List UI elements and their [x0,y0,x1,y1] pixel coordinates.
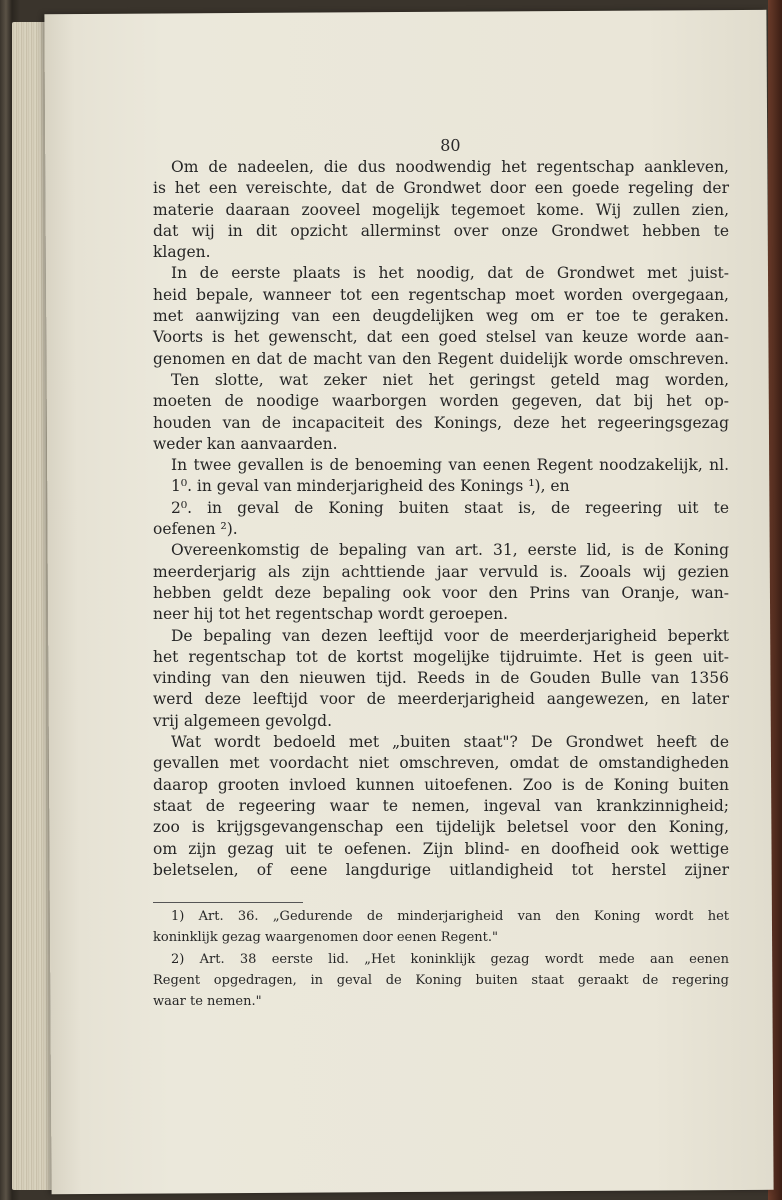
text-line: gevallen met voordacht niet omschreven, omdat de omstandigheden [153,754,729,773]
text-line: 1⁰. in geval van minderjarigheid des Konings ¹), en [171,477,570,496]
text-line: vrij algemeen gevolgd. [153,711,333,730]
footnotes [153,908,729,1014]
text-line: het regentschap tot de kortst mogelijke tijdruimte. Het is geen uit- [153,647,729,666]
text-line: Overeenkomstig de bepaling van art. 31, eerste lid, is de Koning [171,541,729,560]
text-line: is het een vereischte, dat de Grondwet door een goede regeling der [153,179,729,198]
footnote-line: 2) Art. 38 eerste lid. „Het koninklijk gezag wordt mede aan eenen [171,951,729,967]
text-line: 2⁰. in geval de Koning buiten staat is, de regeering uit te [171,498,729,517]
footnote-line: Regent opgedragen, in geval de Koning buiten staat geraakt de regering [153,972,729,988]
text-line: Voorts is het gewenscht, dat een goed stelsel van keuze worde aan- [153,328,729,347]
footnote-line: koninklijk gezag waargenomen door eenen Regent." [153,930,498,946]
text-line: materie daaraan zooveel mogelijk tegemoet kome. Wij zullen zien, [153,200,729,219]
text-line: meerderjarig als zijn achttiende jaar vervuld is. Zooals wij gezien [153,562,729,581]
text-line: beletselen, of eene langdurige uitlandigheid tot herstel zijner [153,860,729,879]
text-line: genomen en dat de macht van den Regent duidelijk worde omschreven. [153,349,729,368]
footnote-line: 1) Art. 36. „Gedurende de minderjarigheid van den Koning wordt het [171,909,729,924]
text-line: In de eerste plaats is het noodig, dat de Grondwet met juist- [171,264,729,283]
footnote-separator [153,902,303,903]
text-line: om zijn gezag uit te oefenen. Zijn blind- en doofheid ook wettige [153,839,729,858]
text-line: klagen. [153,243,211,262]
text-line: daarop grooten invloed kunnen uitoefenen. Zoo is de Koning buiten [153,775,729,794]
text-line: neer hij tot het regentschap wordt geroepen. [153,605,509,624]
text-line: dat wij in dit opzicht allerminst over onze Grondwet hebben te [153,221,729,240]
text-line: met aanwijzing van een deugdelijken weg om er toe te geraken. [153,307,729,326]
text-line: Om de nadeelen, die dus noodwendig het regentschap aankleven, [171,158,729,176]
main-text [153,157,729,881]
text-line: houden van de incapaciteit des Konings, deze het regeeringsgezag [153,413,729,432]
text-line: staat de regeering waar te nemen, ingeval van krankzinnigheid; [153,796,729,815]
text-line: hebben geldt deze bepaling ook voor den Prins van Oranje, wan- [153,583,729,602]
text-line: De bepaling van dezen leeftijd voor de meerderjarigheid beperkt [171,626,729,645]
page-number: 80 [440,135,461,155]
text-line: zoo is krijgsgevangenschap een tijdelijk beletsel voor den Koning, [153,818,729,837]
text-line: weder kan aanvaarden. [153,434,338,453]
text-line: vinding van den nieuwen tijd. Reeds in de Gouden Bulle van 1356 [153,669,729,688]
text-line: oefenen ²). [153,520,238,539]
text-line: werd deze leeftijd voor de meerderjarigheid aangewezen, en later [153,690,729,709]
text-line: Ten slotte, wat zeker niet het geringst geteld mag worden, [171,370,729,389]
text-line: Wat wordt bedoeld met „buiten staat"? De Grondwet heeft de [171,733,729,752]
text-line: moeten de noodige waarborgen worden gegeven, dat bij het op- [153,392,729,411]
text-line: heid bepale, wanneer tot een regentschap moet worden overgegaan, [153,285,729,304]
text-line: In twee gevallen is de benoeming van eenen Regent noodzakelijk, nl. [171,456,729,475]
footnote-line: waar te nemen." [153,994,262,1010]
